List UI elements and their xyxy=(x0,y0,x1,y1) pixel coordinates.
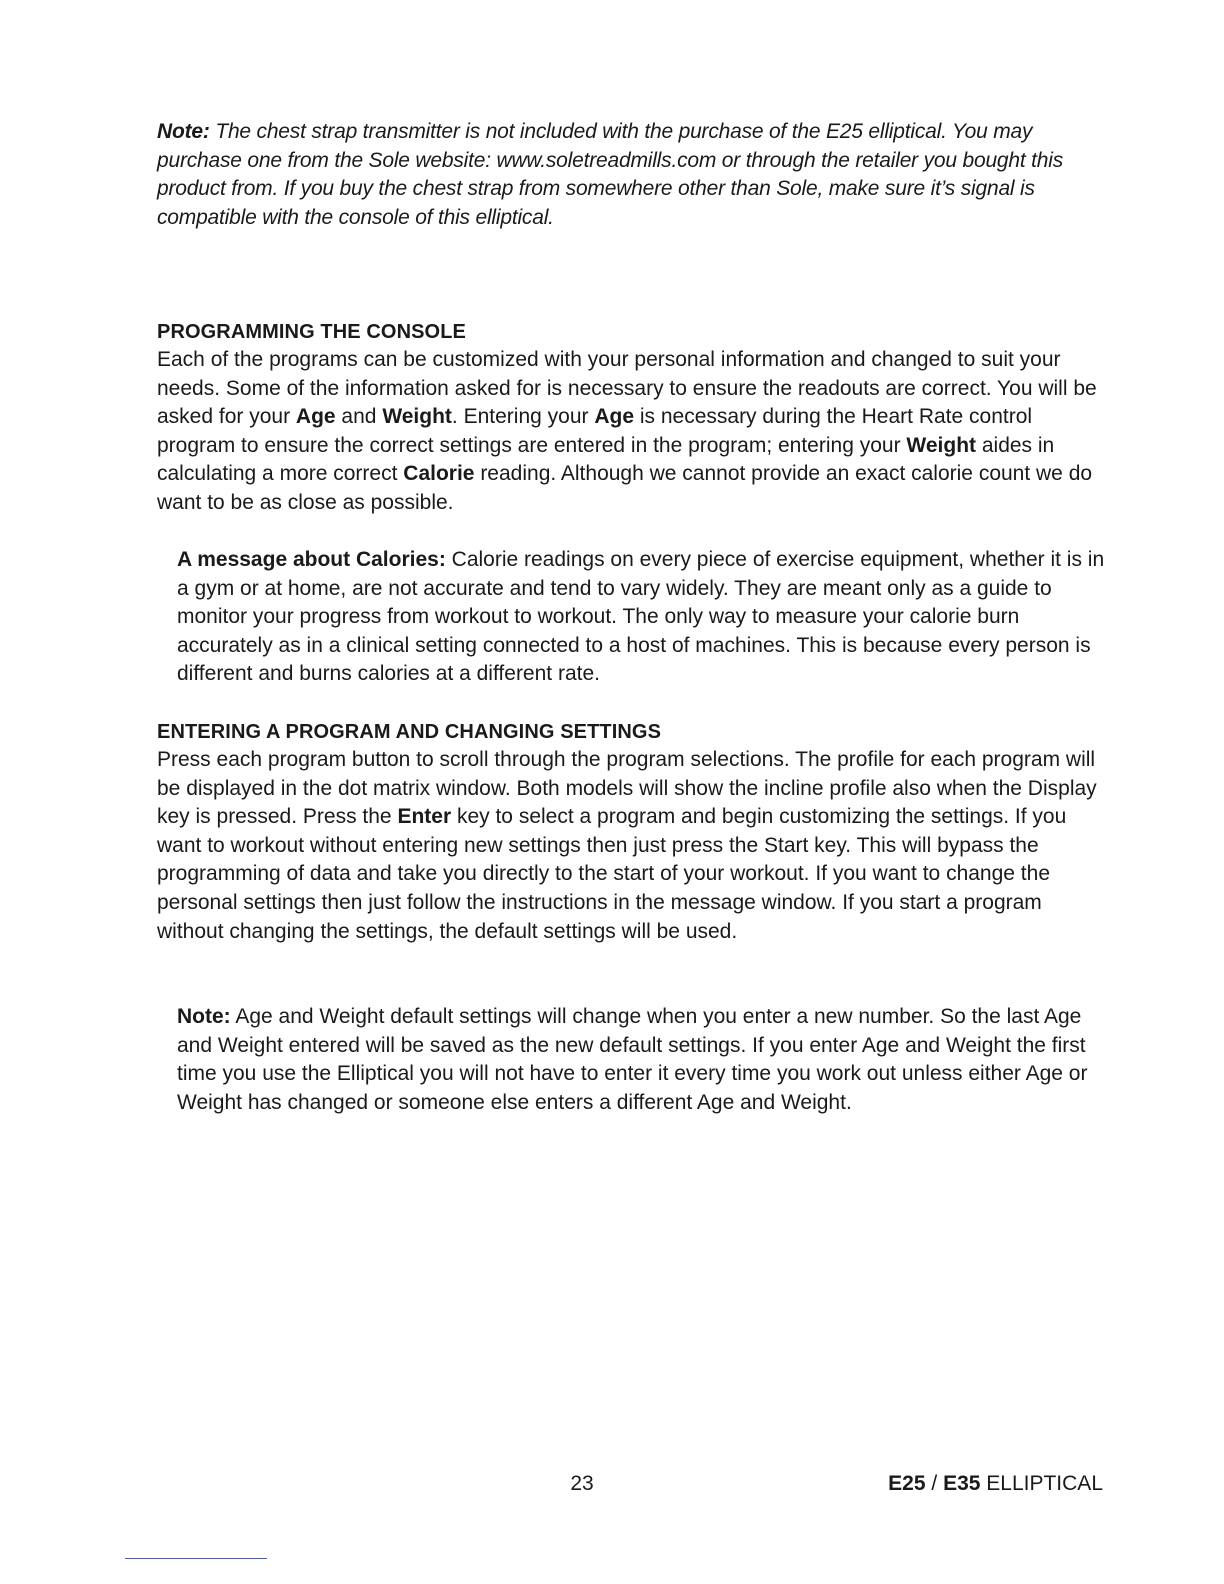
default-settings-note xyxy=(177,1003,1107,1117)
page-number: 23 xyxy=(570,1472,594,1495)
entering-paragraph xyxy=(157,746,1107,946)
text-run: aides in calculating a more correct xyxy=(157,433,1055,486)
bold-term-calorie: Calorie xyxy=(403,462,475,486)
bold-term-age: Age xyxy=(295,405,336,429)
text-run: reading. Although we cannot provide an exact calorie count we do want to be as close as possible. xyxy=(157,462,1093,514)
model-suffix: ELLIPTICAL xyxy=(980,1472,1103,1495)
bold-term-age: Age xyxy=(594,405,635,429)
text-run: Press each program button to scroll through the program selections. The profile for each program will be displayed in the dot matrix window. Both models will show the incline profile also when the Display key is pressed. Press the xyxy=(157,748,1097,829)
programming-paragraph xyxy=(157,346,1107,518)
text-run: key to select a program and begin customizing the settings. If you want to workout without entering new settings then just press the Start key. This will bypass the programming of data and take you directly to the start of your workout. If you want to change the personal settings then just follow the instructions in the message window. If you start a program without changing the settings, the default settings will be used. xyxy=(157,805,1067,943)
note-lead: Note: xyxy=(157,120,210,143)
section-heading-entering: ENTERING A PROGRAM AND CHANGING SETTINGS xyxy=(157,721,662,743)
model-e35: E35 xyxy=(943,1472,981,1495)
note-text: Age and Weight default settings will change when you enter a new number. So the last Age and Weight entered will be saved as the new default settings. If you enter Age and Weight the first time you use the Elliptical you will not have to enter it every time you work out unless either Age or Weight has changed or someone else enters a different Age and Weight. xyxy=(177,1005,1088,1114)
calories-message xyxy=(177,546,1107,689)
model-separator: / xyxy=(925,1472,944,1495)
note-text: The chest strap transmitter is not included with the purchase of the E25 elliptical. You may purchase one from the Sole website: www.soletreadmills.com or through the retailer you bought this product from. If you buy the chest strap from somewhere other than Sole, make sure it’s signal is compatible with the console of this elliptical. xyxy=(157,120,1064,229)
calories-message-text: Calorie readings on every piece of exercise equipment, whether it is in a gym or at home, are not accurate and tend to vary widely. They are meant only as a guide to monitor your progress from workout to workout. The only way to measure your calorie burn accurately as in a clinical setting connected to a host of machines. This is because every person is different and burns calories at a different rate. xyxy=(177,548,1105,686)
bold-term-enter: Enter xyxy=(397,805,452,829)
text-run: and xyxy=(335,405,383,429)
bold-term-weight: Weight xyxy=(906,433,977,457)
footer-rule xyxy=(125,1558,267,1559)
text-run: . Entering your xyxy=(451,405,595,429)
bold-term-weight: Weight xyxy=(382,405,452,429)
model-e25: E25 xyxy=(888,1472,926,1495)
text-run: Each of the programs can be customized with your personal information and changed to suit your needs. Some of the information asked for is necessary to ensure the readouts are correct. You will be asked for your xyxy=(157,348,1097,429)
section-heading-programming: PROGRAMMING THE CONSOLE xyxy=(157,321,466,343)
text-run: is necessary during the Heart Rate control program to ensure the correct settings are entered in the program; entering your xyxy=(157,405,1033,457)
chest-strap-note xyxy=(157,118,1102,232)
footer-model-label xyxy=(860,1470,1103,1498)
note-lead: Note: xyxy=(177,1005,231,1028)
calories-message-lead: A message about Calories: xyxy=(177,548,446,571)
